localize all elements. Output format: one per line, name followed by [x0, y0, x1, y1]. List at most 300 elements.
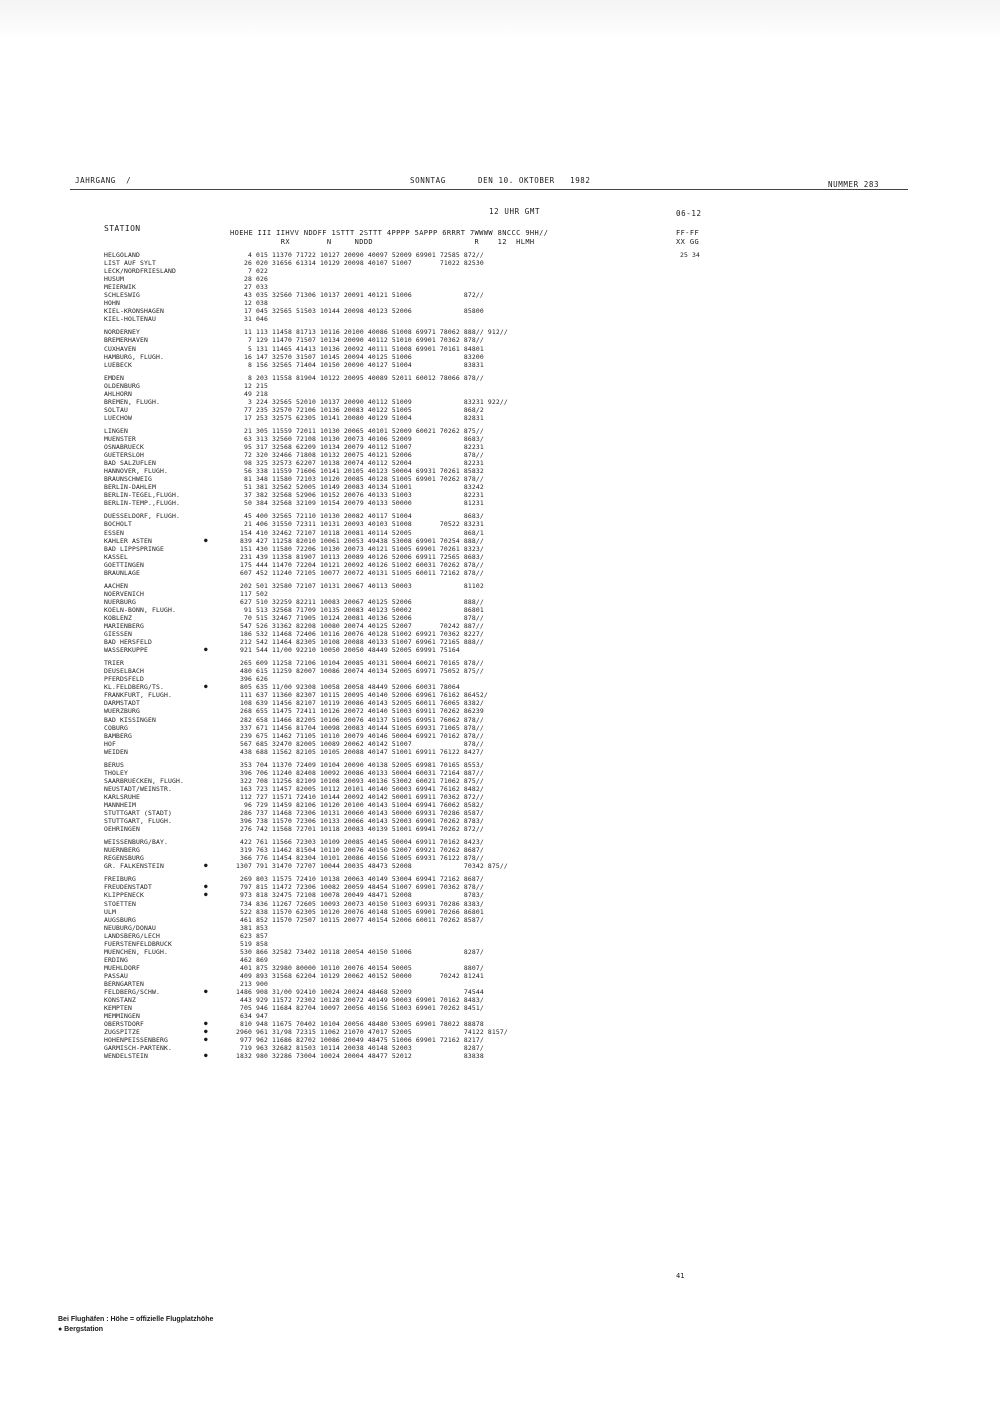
scan-noise [0, 0, 1000, 40]
station-name: BERLIN-TEGEL,FLUGH. [104, 491, 180, 500]
table-row [104, 667, 704, 675]
table-row [104, 801, 704, 809]
observation-data: 443 929 11572 72302 10128 20072 40149 50003 69901 70162 8483/ [236, 996, 484, 1005]
observation-data: 16 147 32570 31507 10145 20094 40125 51006 83200 [236, 352, 484, 361]
station-name: BERUS [104, 760, 124, 769]
station-name: KEMPTEN [104, 1004, 132, 1013]
observation-data: 401 875 32980 80000 10110 20076 40154 50005 8807/ [236, 963, 484, 972]
observation-data: 72 320 32466 71808 10132 20075 40121 52006 878// [236, 451, 484, 460]
station-group [104, 374, 704, 422]
station-name: NEUBURG/DONAU [104, 923, 156, 932]
table-row [104, 283, 704, 291]
observation-data: 797 815 11472 72306 10082 20059 48454 51007 69901 70362 878// [236, 883, 484, 892]
extra-data: 25 34 [680, 251, 700, 259]
table-row [104, 315, 704, 323]
station-name: BERLIN-TEMP.,FLUGH. [104, 499, 180, 508]
observation-data: 7 022 [236, 267, 268, 276]
table-row [104, 361, 704, 369]
table-row [104, 891, 704, 899]
observation-data: 268 655 11475 72411 10126 20072 40140 51003 69911 70262 86239 [236, 707, 484, 716]
footnote-mountain-station: ● Bergstation [58, 1326, 104, 1333]
table-row [104, 883, 704, 891]
observation-data: 77 235 32570 72106 10136 20083 40122 51005 868/2 [236, 405, 484, 414]
observation-data: 396 738 11570 72306 10133 20066 40143 52003 69901 70262 8783/ [236, 817, 484, 826]
station-name: BRAUNLAGE [104, 568, 140, 577]
station-column-header: STATION [104, 224, 141, 233]
mountain-station-marker: ● [204, 988, 208, 996]
observation-data: 366 776 11454 82304 10101 20086 40156 51005 69931 76122 878// [236, 854, 484, 863]
table-row [104, 748, 704, 756]
page-number: 41 [676, 1272, 685, 1280]
table-row [104, 740, 704, 748]
station-name: LECK/NORDFRIESLAND [104, 267, 176, 276]
station-name: BERNGARTEN [104, 979, 144, 988]
observation-data: 63 313 32560 72108 10130 20073 40106 52009 8683/ [236, 434, 484, 443]
station-name: KOELN-BONN, FLUGH. [104, 605, 176, 614]
table-row [104, 875, 704, 883]
table-row [104, 707, 704, 715]
observation-data: 186 532 11468 72406 10116 20076 40128 51002 69921 70362 8227/ [236, 630, 484, 639]
station-group [104, 659, 704, 756]
table-row [104, 996, 704, 1004]
observation-data: 8 203 11558 81904 10122 20095 40089 52011 60012 78066 878// [236, 373, 484, 382]
table-row [104, 732, 704, 740]
observation-data: 50 384 32568 32109 10154 20079 40133 50000 81231 [236, 499, 484, 508]
station-name: KL.FELDBERG/TS. [104, 683, 164, 692]
observation-data: 26 020 31656 61314 10129 20098 40107 51007 71022 82530 [236, 259, 484, 268]
table-row [104, 916, 704, 924]
table-row [104, 980, 704, 988]
observation-data: 921 544 11/00 92210 10050 20050 48449 52005 69991 75164 [236, 646, 460, 655]
observation-data: 96 729 11459 82106 10120 20100 40143 51004 69941 76062 8582/ [236, 801, 484, 809]
observation-data: 319 763 11462 81504 10110 20076 40150 52007 69921 70262 8687/ [236, 846, 484, 855]
table-row [104, 777, 704, 785]
station-name: MEIERWIK [104, 283, 136, 292]
table-row [104, 699, 704, 707]
table-row [104, 475, 704, 483]
station-name: EMDEN [104, 373, 124, 382]
station-name: NUERNBERG [104, 846, 140, 855]
observation-data: 51 381 32562 52005 10149 20083 40134 51001 83242 [236, 483, 484, 492]
table-row [104, 691, 704, 699]
station-name: REGENSBURG [104, 854, 144, 863]
observation-data: 567 685 32470 82005 10089 20062 40142 51007 878// [236, 739, 484, 748]
station-name: MARIENBERG [104, 622, 144, 631]
observation-data: 286 737 11468 72306 10131 20060 40143 50000 69931 70286 8587/ [236, 809, 484, 818]
table-row [104, 838, 704, 846]
observation-data: 21 305 11559 72011 10130 20065 40101 52009 60021 70262 875// [236, 426, 484, 435]
observation-data: 480 615 11259 82007 10086 20074 40134 52005 69971 75052 875// [236, 667, 484, 676]
mountain-station-marker: ● [204, 891, 208, 899]
table-row [104, 846, 704, 854]
mountain-station-marker: ● [204, 1028, 208, 1036]
date-label: DEN 10. OKTOBER 1982 [478, 176, 591, 185]
issue-number: NUMMER 283 [828, 180, 880, 189]
table-row [104, 291, 704, 299]
station-name: STUTTGART, FLUGH. [104, 817, 172, 826]
observation-data: 396 626 [236, 675, 268, 684]
table-row [104, 553, 704, 561]
station-name: STUTTGART (STADT) [104, 809, 172, 818]
observation-data: 154 410 32462 72107 10118 20081 40114 52005 868/1 [236, 528, 484, 537]
station-name: ULM [104, 907, 116, 916]
observation-data: 422 761 11566 72303 10109 20085 40145 50004 69911 70162 8423/ [236, 838, 484, 847]
day-label: SONNTAG [410, 176, 446, 185]
observation-data: 276 742 11568 72701 10118 20083 40139 51001 69941 70262 872// [236, 825, 484, 834]
station-group [104, 427, 704, 507]
mountain-station-marker: ● [204, 1052, 208, 1060]
table-row [104, 467, 704, 475]
station-name: HELGOLAND [104, 251, 140, 259]
extra-header-line1: FF-FF [676, 229, 700, 237]
observation-data: 117 502 [236, 589, 268, 598]
observation-data: 213 900 [236, 979, 268, 988]
station-name: GIESSEN [104, 630, 132, 639]
station-name: KAHLER ASTEN [104, 536, 152, 545]
station-group [104, 512, 704, 576]
station-name: KIEL-KRONSHAGEN [104, 307, 164, 316]
station-name: HOHN [104, 299, 120, 308]
station-name: BERLIN-DAHLEM [104, 483, 156, 492]
table-row [104, 353, 704, 361]
observation-data: 45 400 32565 72110 10130 20082 40117 51004 8683/ [236, 512, 484, 521]
station-name: FREIBURG [104, 875, 136, 884]
mountain-station-marker: ● [204, 646, 208, 654]
station-name: LINGEN [104, 426, 128, 435]
observation-data: 28 026 [236, 275, 268, 284]
column-header-line2: RX N NDDD R 12 HLMH [230, 238, 535, 246]
observation-data: 734 836 11267 72605 10093 20073 40150 51003 69931 70286 8383/ [236, 899, 484, 908]
table-row [104, 956, 704, 964]
footnote-airports: Bei Flughäfen : Höhe = offizielle Flugplatzhöhe [58, 1316, 214, 1323]
station-name: GR. FALKENSTEIN [104, 862, 164, 871]
station-name: WENDELSTEIN [104, 1052, 148, 1061]
observation-data: 396 706 11240 82408 10092 20086 40133 50004 60031 72164 887// [236, 768, 484, 777]
station-name: KOBLENZ [104, 613, 132, 622]
observation-data: 3 224 32565 52010 10137 20090 40112 51009 83231 922// [236, 397, 508, 406]
mountain-station-marker: ● [204, 1020, 208, 1028]
table-row [104, 491, 704, 499]
station-name: WASSERKUPPE [104, 646, 148, 655]
table-row [104, 1036, 704, 1044]
table-row [104, 940, 704, 948]
table-row [104, 512, 704, 520]
table-row [104, 427, 704, 435]
station-group [104, 328, 704, 368]
station-name: KIEL-HOLTENAU [104, 315, 156, 324]
table-row [104, 716, 704, 724]
station-name: THOLEY [104, 768, 128, 777]
table-row [104, 964, 704, 972]
table-row [104, 398, 704, 406]
station-name: WEIDEN [104, 747, 128, 756]
station-name: MANNHEIM [104, 801, 136, 809]
station-name: KASSEL [104, 552, 128, 561]
table-row [104, 382, 704, 390]
station-name: NEUSTADT/WEINSTR. [104, 784, 172, 793]
station-name: PFERDSFELD [104, 675, 144, 684]
observation-data: 8 156 32565 71404 10150 20090 40127 51004 83831 [236, 360, 484, 369]
observation-data: 239 675 11462 71105 10110 20079 40146 50004 69921 70162 878// [236, 731, 484, 740]
table-row [104, 582, 704, 590]
observation-data: 322 708 11256 82109 10108 20093 40136 53002 60021 71062 875// [236, 776, 484, 785]
mountain-station-marker: ● [204, 862, 208, 870]
station-name: KONSTANZ [104, 996, 136, 1005]
observation-data: 973 818 32475 72108 10078 20049 48471 52008 8783/ [236, 891, 484, 900]
station-group [104, 875, 704, 1060]
station-name: CUXHAVEN [104, 344, 136, 353]
observation-data: 37 382 32568 52906 10152 20076 40133 51003 82231 [236, 491, 484, 500]
observation-data: 623 857 [236, 931, 268, 940]
station-name: BAMBERG [104, 731, 132, 740]
table-row [104, 451, 704, 459]
station-name: HOHENPEISSENBERG [104, 1036, 168, 1045]
observation-data: 56 338 11559 71606 10141 20105 40123 50004 69931 70261 85832 [236, 467, 484, 476]
observation-data: 5 131 11465 41413 10136 20092 40111 51008 69901 70161 84801 [236, 344, 484, 353]
observation-data: 627 510 32259 82211 10083 20067 40125 52006 888// [236, 597, 484, 606]
station-name: FRANKFURT, FLUGH. [104, 691, 172, 700]
station-name: BAD HERSFELD [104, 638, 152, 647]
observation-data: 839 427 11258 82010 10061 20053 49438 53008 69901 70254 888// [236, 536, 484, 545]
table-row [104, 598, 704, 606]
extra-header-line2: XX GG [676, 238, 700, 246]
station-name: PASSAU [104, 971, 128, 980]
observation-data: 12 038 [236, 299, 268, 308]
station-name: MUEHLDORF [104, 963, 140, 972]
station-group [104, 251, 704, 323]
mountain-station-marker: ● [204, 683, 208, 691]
station-name: OEHRINGEN [104, 825, 140, 834]
station-name: NOERVENICH [104, 589, 144, 598]
station-name: MUENCHEN, FLUGH. [104, 947, 168, 956]
station-name: OSNABRUECK [104, 443, 144, 452]
table-row [104, 948, 704, 956]
station-name: LUEBECK [104, 360, 132, 369]
station-name: DARMSTADT [104, 699, 140, 708]
observation-data: 461 852 11570 72507 10115 20077 40154 52006 60011 70262 8587/ [236, 915, 484, 924]
observation-data: 438 688 11562 82105 10105 20088 40147 51001 69911 76122 8427/ [236, 747, 484, 756]
table-row [104, 1028, 704, 1036]
observation-data: 151 430 11580 72206 10130 20073 40121 51005 69901 70261 8323/ [236, 544, 484, 553]
table-row [104, 606, 704, 614]
station-name: HAMBURG, FLUGH. [104, 352, 164, 361]
table-row [104, 638, 704, 646]
table-row [104, 374, 704, 382]
station-name: HOF [104, 739, 116, 748]
observation-data: 4 015 11370 71722 10127 20090 40097 52009 69901 72585 872// [236, 251, 484, 259]
table-row [104, 336, 704, 344]
station-name: HANNOVER, FLUGH. [104, 467, 168, 476]
table-row [104, 724, 704, 732]
station-name: BAD SALZUFLEN [104, 459, 156, 468]
table-row [104, 793, 704, 801]
station-name: FELDBERG/SCHW. [104, 988, 160, 997]
station-name: GARMISCH-PARTENK. [104, 1044, 172, 1053]
observation-data: 49 218 [236, 389, 268, 398]
table-row [104, 307, 704, 315]
station-name: OBERSTDORF [104, 1020, 144, 1029]
observation-data: 12 215 [236, 381, 268, 390]
observation-data: 805 635 11/00 92308 10058 20058 48449 52006 60031 78064 [236, 683, 460, 692]
jahrgang-label: JAHRGANG / [75, 176, 132, 185]
table-row [104, 529, 704, 537]
station-group [104, 761, 704, 833]
table-row [104, 932, 704, 940]
station-table [104, 251, 704, 1065]
table-row [104, 769, 704, 777]
table-row [104, 1004, 704, 1012]
table-row [104, 251, 704, 259]
table-row [104, 825, 704, 833]
station-group [104, 838, 704, 870]
station-name: HUSUM [104, 275, 124, 284]
station-name: BAD LIPPSPRINGE [104, 544, 164, 553]
mountain-station-marker: ● [204, 536, 208, 544]
observation-data: 810 948 11675 70402 10104 20056 48480 53005 69901 78022 88878 [236, 1020, 484, 1029]
observation-data: 719 963 32682 81503 10114 20038 40148 52003 8287/ [236, 1044, 484, 1053]
station-name: AUGSBURG [104, 915, 136, 924]
table-row [104, 683, 704, 691]
observation-data: 43 035 32560 71306 10137 20091 40121 51006 872// [236, 291, 484, 300]
observation-data: 212 542 11464 82305 10108 20088 40133 51007 69961 72165 888// [236, 638, 484, 647]
observation-data: 21 406 31550 72311 10131 20093 40103 51008 70522 83231 [236, 520, 484, 529]
station-name: FUERSTENFELDBRUCK [104, 939, 172, 948]
observation-data: 91 513 32568 71709 10135 20083 40123 50002 86801 [236, 605, 484, 614]
observation-data: 11 113 11458 81713 10116 20100 40086 51008 69971 78062 888// 912// [236, 328, 508, 337]
table-row [104, 569, 704, 577]
station-name: ESSEN [104, 528, 124, 537]
observation-data: 81 348 11580 72103 10120 20085 40128 51005 69901 70262 878// [236, 475, 484, 484]
table-row [104, 537, 704, 545]
table-row [104, 1012, 704, 1020]
table-row [104, 499, 704, 507]
table-row [104, 761, 704, 769]
station-name: BAD KISSINGEN [104, 715, 156, 724]
observation-data: 112 727 11571 72410 10144 20092 40142 50001 69911 70362 872// [236, 792, 484, 801]
station-name: MUENSTER [104, 434, 136, 443]
observation-data: 282 658 11466 82205 10106 20076 40137 51005 69951 76062 878// [236, 715, 484, 724]
station-name: GUETERSLOH [104, 451, 144, 460]
observation-data: 111 637 11360 82307 10115 20095 40140 52006 69961 76162 86452/ [236, 691, 488, 700]
observation-data: 381 853 [236, 923, 268, 932]
station-name: ERDING [104, 955, 128, 964]
table-row [104, 675, 704, 683]
observation-data: 337 671 11456 81704 10098 20083 40144 51005 69931 71065 878// [236, 723, 484, 732]
table-row [104, 435, 704, 443]
observation-data: 163 723 11457 82005 10112 20101 40140 50003 69941 76162 8482/ [236, 784, 484, 793]
observation-data: 2960 961 31/98 72315 11062 21070 47017 52005 74122 8157/ [236, 1028, 508, 1037]
table-row [104, 275, 704, 283]
observation-data: 409 893 31568 62204 10129 20062 40152 50000 70242 81241 [236, 971, 484, 980]
table-row [104, 900, 704, 908]
table-row [104, 299, 704, 307]
observation-data: 1307 791 31470 72707 10044 20035 48473 52008 70342 875// [236, 862, 508, 871]
table-row [104, 267, 704, 275]
station-group [104, 582, 704, 654]
station-name: NUERBURG [104, 597, 136, 606]
table-row [104, 924, 704, 932]
station-name: KLIPPENECK [104, 891, 144, 900]
observation-data: 977 962 11686 82702 10086 20049 48475 51006 69901 72162 8217/ [236, 1036, 484, 1045]
table-row [104, 328, 704, 336]
table-row [104, 483, 704, 491]
observation-data: 269 803 11575 72410 10138 20063 40149 53004 69941 72162 8687/ [236, 875, 484, 884]
table-row [104, 646, 704, 654]
observation-data: 17 253 32575 62305 10141 20080 40129 51004 82831 [236, 413, 484, 422]
observation-data: 98 325 32573 62207 10138 20074 40112 52004 82231 [236, 459, 484, 468]
observation-data: 31 046 [236, 315, 268, 324]
table-row [104, 390, 704, 398]
observation-data: 705 946 11684 82704 10097 20056 40156 51003 69901 70262 8451/ [236, 1004, 484, 1013]
station-name: ZUGSPITZE [104, 1028, 140, 1037]
station-name: TRIER [104, 659, 124, 668]
observation-data: 607 452 11240 72105 10077 20072 40131 51005 60011 72162 878// [236, 568, 484, 577]
station-name: SCHLESWIG [104, 291, 140, 300]
station-name: SAARBRUECKEN, FLUGH. [104, 776, 184, 785]
observation-data: 1486 908 31/00 92410 10024 20024 48468 52009 74544 [236, 988, 484, 997]
station-name: DUESSELDORF, FLUGH. [104, 512, 180, 521]
table-row [104, 862, 704, 870]
station-name: BRAUNSCHWEIG [104, 475, 152, 484]
station-name: STOETTEN [104, 899, 136, 908]
observation-data: 353 704 11370 72409 10104 20090 40138 52005 69981 70165 8553/ [236, 760, 484, 769]
table-row [104, 630, 704, 638]
station-name: BOCHOLT [104, 520, 132, 529]
station-name: AACHEN [104, 581, 128, 590]
table-row [104, 520, 704, 528]
observation-data: 17 045 32565 51503 10144 20098 40123 52006 85800 [236, 307, 484, 316]
observation-data: 202 501 32580 72107 10131 20067 40113 50003 81102 [236, 581, 484, 590]
station-name: BREMEN, FLUGH. [104, 397, 160, 406]
station-name: WEISSENBURG/BAY. [104, 838, 168, 847]
station-name: DEUSELBACH [104, 667, 144, 676]
station-name: OLDENBURG [104, 381, 140, 390]
table-row [104, 614, 704, 622]
table-row [104, 1052, 704, 1060]
observation-data: 95 317 32568 62209 10134 20079 40112 51007 82231 [236, 443, 484, 452]
header-rule [70, 189, 908, 190]
table-row [104, 561, 704, 569]
mountain-station-marker: ● [204, 1036, 208, 1044]
station-name: WUERZBURG [104, 707, 140, 716]
table-row [104, 259, 704, 267]
station-name: BREMERHAVEN [104, 336, 148, 345]
table-row [104, 817, 704, 825]
station-name: COBURG [104, 723, 128, 732]
mountain-station-marker: ● [204, 883, 208, 891]
observation-data: 265 609 11258 72106 10104 20085 40131 50004 60021 70165 878// [236, 659, 484, 668]
table-row [104, 345, 704, 353]
station-name: MEMMINGEN [104, 1012, 140, 1021]
observation-data: 7 129 11470 71507 10134 20090 40112 51010 69901 70362 878// [236, 336, 484, 345]
table-row [104, 908, 704, 916]
station-name: LUECHOW [104, 413, 132, 422]
station-name: LANDSBERG/LECH [104, 931, 160, 940]
table-row [104, 659, 704, 667]
table-row [104, 1020, 704, 1028]
table-row [104, 545, 704, 553]
table-row [104, 809, 704, 817]
observation-data: 175 444 11470 72204 10121 20092 40126 51002 60031 70262 878// [236, 560, 484, 569]
table-row [104, 406, 704, 414]
observation-data: 462 869 [236, 955, 268, 964]
station-name: KARLSRUHE [104, 792, 140, 801]
observation-data: 70 515 32467 71905 10124 20081 40136 52006 878// [236, 613, 484, 622]
table-row [104, 1044, 704, 1052]
station-name: GOETTINGEN [104, 560, 144, 569]
station-name: NORDERNEY [104, 328, 140, 337]
table-row [104, 988, 704, 996]
